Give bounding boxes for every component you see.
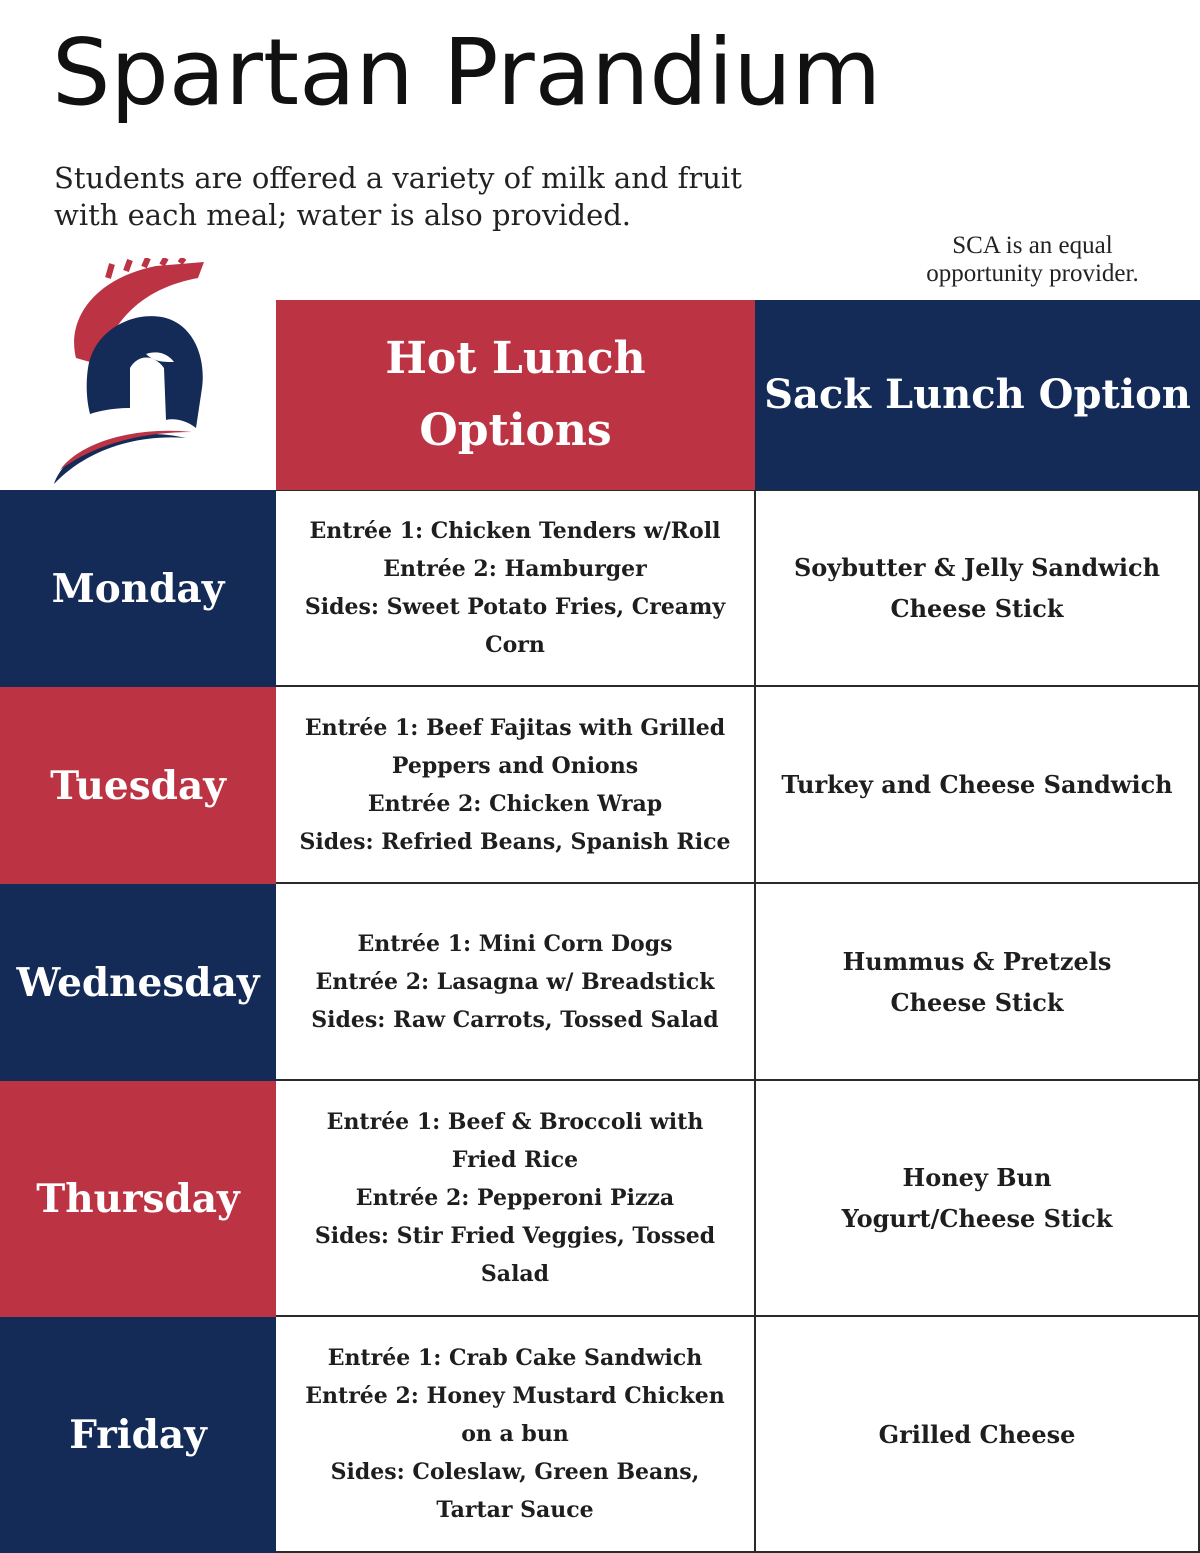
menu-line: Entrée 1: Mini Corn Dogs (357, 930, 673, 957)
menu-line: Yogurt/Cheese Stick (841, 1204, 1113, 1233)
menu-line: Soybutter & Jelly Sandwich (793, 553, 1161, 582)
hot-lunch-cell (276, 1317, 756, 1553)
menu-line: Cheese Stick (890, 987, 1064, 1017)
menu-line: Hummus & Pretzels (842, 946, 1112, 976)
table-row (0, 1317, 1200, 1553)
table-row (0, 687, 1200, 884)
hot-lunch-cell (276, 884, 756, 1081)
day-label: Wednesday (0, 884, 276, 1081)
menu-line: Cheese Stick (890, 594, 1064, 623)
menu-line: Honey Bun (902, 1163, 1052, 1192)
menu-line: Entrée 1: Chicken Tenders w/Roll (309, 518, 721, 544)
menu-line: Entrée 2: Hamburger (383, 556, 647, 582)
sack-lunch-cell (756, 490, 1200, 687)
menu-line: Entrée 2: Lasagna w/ Breadstick (315, 968, 715, 995)
column-header-hot-lunch: Hot Lunch Options (276, 300, 755, 490)
day-label: Monday (0, 490, 276, 687)
menu-line: Sides: Refried Beans, Spanish Rice (299, 828, 731, 855)
hot-lunch-cell (276, 490, 756, 687)
menu-line: Sides: Coleslaw, Green Beans, Tartar Sauce (330, 1459, 700, 1523)
table-row (0, 490, 1200, 687)
sack-lunch-cell (756, 884, 1200, 1081)
subtitle: Students are offered a variety of milk and fruit with each meal; water is also provided. (54, 161, 742, 232)
menu-line: Sides: Stir Fried Veggies, Tossed Salad (314, 1223, 716, 1287)
menu-line: Entrée 1: Beef & Broccoli with Fried Rice (326, 1109, 704, 1173)
day-label: Friday (0, 1317, 276, 1553)
equal-opportunity-note: SCA is an equal opportunity provider. (926, 232, 1139, 287)
menu-line: Entrée 2: Honey Mustard Chicken on a bun (305, 1383, 725, 1447)
column-header-sack-lunch: Sack Lunch Option (755, 300, 1200, 490)
menu-line: Entrée 1: Crab Cake Sandwich (327, 1345, 703, 1371)
hot-lunch-cell (276, 1081, 756, 1317)
menu-line: Entrée 1: Beef Fajitas with Grilled Peppers and Onions (304, 714, 726, 779)
sack-lunch-cell (756, 1317, 1200, 1553)
day-label: Thursday (0, 1081, 276, 1317)
spartan-helmet-icon (46, 258, 226, 490)
menu-line: Turkey and Cheese Sandwich (781, 770, 1173, 799)
sack-lunch-cell (756, 687, 1200, 884)
menu-line: Sides: Sweet Potato Fries, Creamy Corn (304, 594, 726, 658)
menu-line: Entrée 2: Chicken Wrap (367, 790, 663, 817)
sack-lunch-cell (756, 1081, 1200, 1317)
table-row (0, 884, 1200, 1081)
table-row (0, 1081, 1200, 1317)
menu-line: Sides: Raw Carrots, Tossed Salad (311, 1006, 719, 1033)
day-label: Tuesday (0, 687, 276, 884)
menu-line: Entrée 2: Pepperoni Pizza (355, 1185, 675, 1211)
menu-line: Grilled Cheese (878, 1419, 1076, 1449)
hot-lunch-cell (276, 687, 756, 884)
page-title: Spartan Prandium (52, 19, 882, 126)
